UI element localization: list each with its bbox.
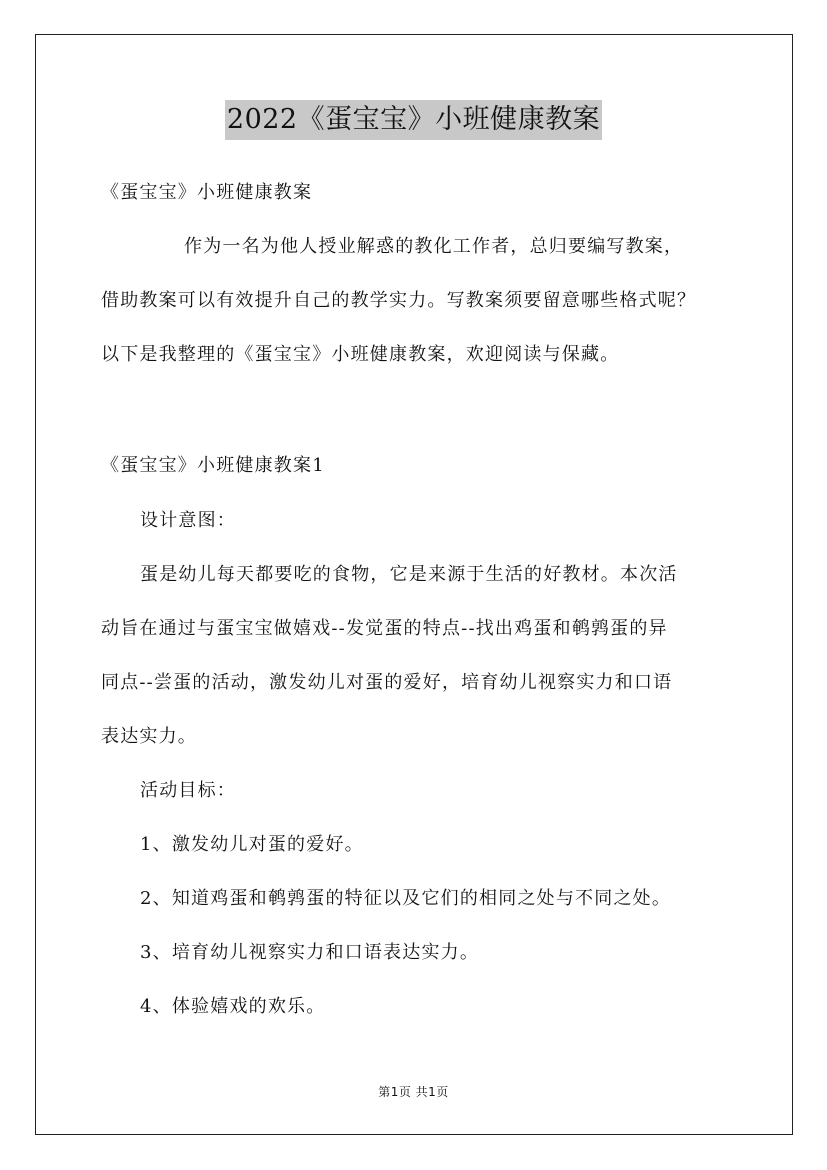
title-wrapper	[0, 100, 827, 140]
page-number-footer: 第1页 共1页	[378, 1085, 449, 1099]
goal-item-2: 2、知道鸡蛋和鹌鹑蛋的特征以及它们的相同之处与不同之处。	[140, 888, 672, 909]
intro-line-3: 以下是我整理的《蛋宝宝》小班健康教案，欢迎阅读与保藏。	[101, 344, 620, 365]
design-text-line-3: 同点--尝蛋的活动，激发幼儿对蛋的爱好，培育幼儿视察实力和口语	[101, 672, 673, 693]
goals-label: 活动目标：	[140, 780, 236, 801]
design-text-line-1: 蛋是幼儿每天都要吃的食物，它是来源于生活的好教材。本次活	[140, 564, 678, 585]
intro-line-2: 借助教案可以有效提升自己的教学实力。写教案须要留意哪些格式呢？	[101, 290, 697, 311]
goal-item-3: 3、培育幼儿视察实力和口语表达实力。	[140, 942, 480, 963]
design-label: 设计意图：	[140, 510, 236, 531]
design-text-line-4: 表达实力。	[101, 726, 197, 747]
intro-line-1: 作为一名为他人授业解惑的教化工作者，总归要编写教案，	[184, 236, 684, 257]
section-heading: 《蛋宝宝》小班健康教案1	[101, 455, 325, 476]
document-title: 2022《蛋宝宝》小班健康教案	[225, 100, 602, 140]
goal-item-1: 1、激发幼儿对蛋的爱好。	[140, 834, 364, 855]
document-subtitle: 《蛋宝宝》小班健康教案	[101, 182, 313, 203]
goal-item-4: 4、体验嬉戏的欢乐。	[140, 996, 326, 1017]
design-text-line-2: 动旨在通过与蛋宝宝做嬉戏--发觉蛋的特点--找出鸡蛋和鹌鹑蛋的异	[101, 618, 668, 639]
